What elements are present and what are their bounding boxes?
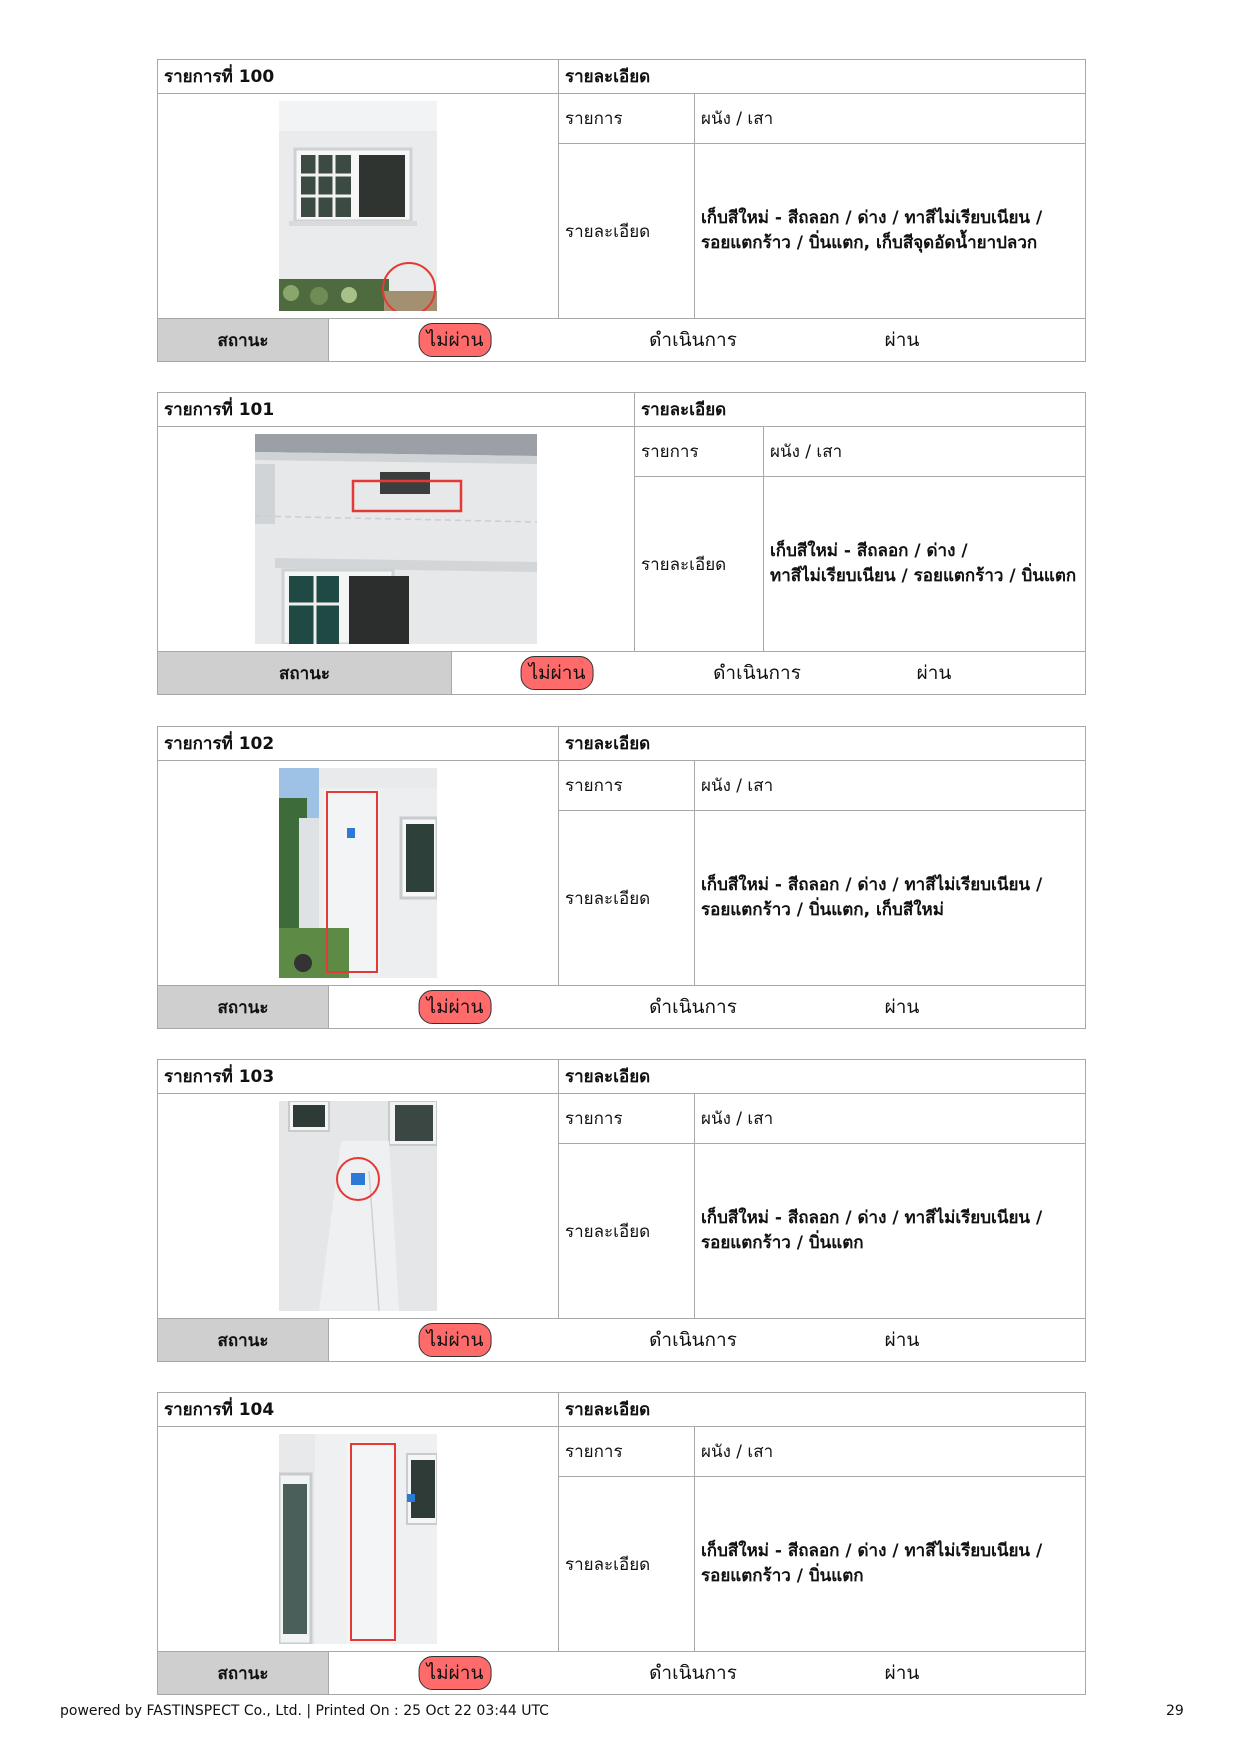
row-value-item: ผนัง / เสา <box>695 94 1086 144</box>
status-fail-badge[interactable]: ไม่ผ่าน <box>521 656 594 690</box>
status-row <box>157 986 1086 1029</box>
row-value-detail <box>695 144 1086 319</box>
item-title: รายการที่ 100 <box>158 60 559 94</box>
photo-cell <box>158 94 559 319</box>
inspection-item-103 <box>157 1059 1086 1362</box>
row-label-item: รายการ <box>559 761 695 811</box>
item-title: รายการที่ 101 <box>158 393 635 427</box>
photo-cell <box>158 761 559 986</box>
row-label-detail: รายละเอียด <box>635 477 764 652</box>
inspection-photo[interactable] <box>279 768 437 978</box>
status-options <box>452 652 1085 694</box>
status-label: สถานะ <box>158 986 329 1028</box>
row-label-item: รายการ <box>635 427 764 477</box>
status-row <box>157 1652 1086 1695</box>
inspection-photo[interactable] <box>279 1101 437 1311</box>
status-fail-badge[interactable]: ไม่ผ่าน <box>419 990 492 1024</box>
detail-line-2: รอยแตกร้าว / บิ่นแตก, เก็บสีจุดอัดน้ำยาปลวก <box>701 233 1038 253</box>
status-label: สถานะ <box>158 319 329 361</box>
row-label-item: รายการ <box>559 1427 695 1477</box>
status-label: สถานะ <box>158 652 452 694</box>
status-label: สถานะ <box>158 1652 329 1694</box>
item-title: รายการที่ 104 <box>158 1393 559 1427</box>
detail-header: รายละเอียด <box>559 1060 1086 1094</box>
status-options <box>329 986 1085 1028</box>
row-label-detail: รายละเอียด <box>559 1144 695 1319</box>
row-value-item: ผนัง / เสา <box>695 761 1086 811</box>
row-value-detail <box>695 811 1086 986</box>
detail-header: รายละเอียด <box>559 727 1086 761</box>
status-fail-badge[interactable]: ไม่ผ่าน <box>419 323 492 357</box>
status-pass-option[interactable]: ผ่าน <box>916 662 952 684</box>
row-value-item: ผนัง / เสา <box>764 427 1086 477</box>
inspection-item-101 <box>157 392 1086 695</box>
photo-cell <box>158 1427 559 1652</box>
inspection-photo[interactable] <box>279 1434 437 1644</box>
detail-line-1: เก็บสีใหม่ - สีถลอก / ด่าง / ทาสีไม่เรียบเนียน / <box>701 1541 1043 1561</box>
detail-header: รายละเอียด <box>559 1393 1086 1427</box>
detail-line-2: รอยแตกร้าว / บิ่นแตก, เก็บสีใหม่ <box>701 900 944 920</box>
inspection-item-102 <box>157 726 1086 1029</box>
detail-line-2: รอยแตกร้าว / บิ่นแตก <box>701 1566 864 1586</box>
footer-credit: powered by FASTINSPECT Co., Ltd. | Printed On : 25 Oct 22 03:44 UTC <box>60 1703 549 1719</box>
inspection-item-104 <box>157 1392 1086 1695</box>
photo-cell <box>158 1094 559 1319</box>
row-value-item: ผนัง / เสา <box>695 1427 1086 1477</box>
detail-line-1: เก็บสีใหม่ - สีถลอก / ด่าง / ทาสีไม่เรียบเนียน / <box>701 208 1043 228</box>
page-number: 29 <box>1166 1703 1184 1719</box>
status-label: สถานะ <box>158 1319 329 1361</box>
inspection-photo[interactable] <box>279 101 437 311</box>
row-label-item: รายการ <box>559 94 695 144</box>
detail-line-1: เก็บสีใหม่ - สีถลอก / ด่าง / <box>770 541 968 561</box>
status-in-progress-option[interactable]: ดำเนินการ <box>713 662 801 684</box>
row-value-item: ผนัง / เสา <box>695 1094 1086 1144</box>
photo-cell <box>158 427 635 652</box>
row-label-item: รายการ <box>559 1094 695 1144</box>
status-pass-option[interactable]: ผ่าน <box>884 1662 920 1684</box>
status-options <box>329 319 1085 361</box>
status-fail-badge[interactable]: ไม่ผ่าน <box>419 1656 492 1690</box>
detail-line-2: รอยแตกร้าว / บิ่นแตก <box>701 1233 864 1253</box>
detail-line-1: เก็บสีใหม่ - สีถลอก / ด่าง / ทาสีไม่เรียบเนียน / <box>701 875 1043 895</box>
inspection-photo[interactable] <box>255 434 537 644</box>
row-value-detail <box>764 477 1086 652</box>
status-in-progress-option[interactable]: ดำเนินการ <box>649 1662 737 1684</box>
row-label-detail: รายละเอียด <box>559 1477 695 1652</box>
detail-header: รายละเอียด <box>559 60 1086 94</box>
detail-line-1: เก็บสีใหม่ - สีถลอก / ด่าง / ทาสีไม่เรียบเนียน / <box>701 1208 1043 1228</box>
row-label-detail: รายละเอียด <box>559 144 695 319</box>
inspection-item-100 <box>157 59 1086 362</box>
row-value-detail <box>695 1477 1086 1652</box>
row-value-detail <box>695 1144 1086 1319</box>
status-options <box>329 1652 1085 1694</box>
item-title: รายการที่ 102 <box>158 727 559 761</box>
detail-header: รายละเอียด <box>635 393 1086 427</box>
item-title: รายการที่ 103 <box>158 1060 559 1094</box>
status-pass-option[interactable]: ผ่าน <box>884 996 920 1018</box>
detail-line-2: ทาสีไม่เรียบเนียน / รอยแตกร้าว / บิ่นแตก <box>770 566 1077 586</box>
status-pass-option[interactable]: ผ่าน <box>884 329 920 351</box>
status-in-progress-option[interactable]: ดำเนินการ <box>649 329 737 351</box>
status-pass-option[interactable]: ผ่าน <box>884 1329 920 1351</box>
row-label-detail: รายละเอียด <box>559 811 695 986</box>
status-in-progress-option[interactable]: ดำเนินการ <box>649 1329 737 1351</box>
status-row <box>157 319 1086 362</box>
status-options <box>329 1319 1085 1361</box>
status-fail-badge[interactable]: ไม่ผ่าน <box>419 1323 492 1357</box>
status-row <box>157 1319 1086 1362</box>
status-row <box>157 652 1086 695</box>
status-in-progress-option[interactable]: ดำเนินการ <box>649 996 737 1018</box>
